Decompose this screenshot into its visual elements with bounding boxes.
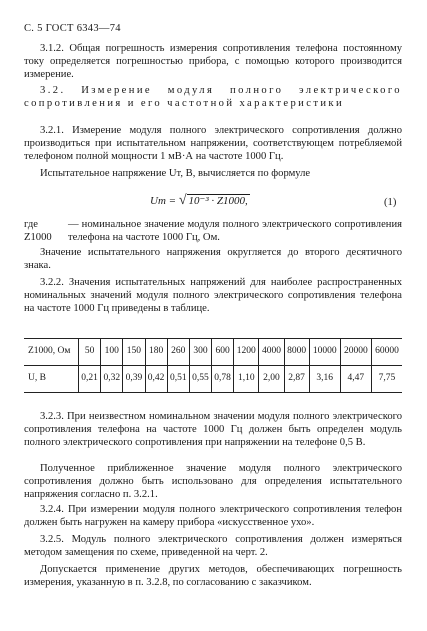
table-cell: 4000 bbox=[259, 339, 284, 366]
table-cell: 100 bbox=[101, 339, 123, 366]
table-cell: 0,39 bbox=[123, 366, 145, 393]
definition-text: — номинальное значение модуля полного электрического сопротивления телефона на частоте 1000 Гц, Ом. bbox=[68, 219, 402, 244]
formula-number: (1) bbox=[384, 197, 397, 208]
paragraph-3-1-2: 3.1.2. Общая погрешность измерения сопротивления телефона постоянному току определяется погрешностью прибора, с помощью которого производится измерение. bbox=[24, 43, 402, 81]
table-cell: 20000 bbox=[340, 339, 371, 366]
section-heading-3-2: 3.2. Измерение модуля полного электрического сопротивления и его частотной характеристики bbox=[24, 85, 402, 110]
formula-radicand: 10⁻³ · Z1000, bbox=[188, 195, 248, 207]
formula-1 bbox=[150, 194, 250, 208]
table-cell: 1,10 bbox=[234, 366, 259, 393]
table-row-label: U, В bbox=[28, 373, 46, 384]
table-cell: 8000 bbox=[284, 339, 309, 366]
paragraph-rounding: Значение испытательного напряжения округляется до второго десятичного знака. bbox=[24, 247, 402, 272]
table-cell: 3,16 bbox=[309, 366, 340, 393]
paragraph-3-2-3: 3.2.3. При неизвестном номинальном значении модуля полного электрического сопротивления телефона на частоте 1000 Гц должен быть определен модуль полного электрического сопротивления при напряжении на телефоне 0,5 В. bbox=[24, 411, 402, 449]
voltage-table bbox=[24, 338, 402, 393]
table-row-voltage bbox=[24, 366, 402, 393]
paragraph-approximate-value: Полученное приближенное значение модуля полного электрического сопротивления должно быть использовано для определения испытательного напряжения согласно п. 3.2.1. bbox=[24, 463, 402, 501]
table-cell: 7,75 bbox=[371, 366, 402, 393]
definition-z1000 bbox=[24, 218, 402, 244]
table-cell: 0,51 bbox=[167, 366, 189, 393]
table-cell: 0,32 bbox=[101, 366, 123, 393]
table-cell: 2,00 bbox=[259, 366, 284, 393]
table-cell: 4,47 bbox=[340, 366, 371, 393]
formula-lhs: Uт bbox=[150, 195, 166, 207]
paragraph-3-2-1: 3.2.1. Измерение модуля полного электрического сопротивления должно производиться при испытательном напряжении, соответствующем потребляемой телефоном полной мощности 1 мВ·А на частоте 1000 Гц. bbox=[24, 125, 402, 163]
paragraph-3-2-5: 3.2.5. Модуль полного электрического сопротивления должен измеряться методом замещения по схеме, приведенной на черт. 2. bbox=[24, 534, 402, 559]
table-cell: 60000 bbox=[371, 339, 402, 366]
table-row-label: Z1000, Ом bbox=[24, 339, 79, 366]
table-cell: 150 bbox=[123, 339, 145, 366]
table-cell: 0,21 bbox=[79, 366, 101, 393]
table-cell: 300 bbox=[189, 339, 211, 366]
square-root-icon: √ bbox=[178, 193, 187, 208]
paragraph-3-2-4: 3.2.4. При измерении модуля полного электрического сопротивления телефон должен быть нагружен на камеру прибора «искусственное ухо». bbox=[24, 504, 402, 529]
table-cell: 260 bbox=[167, 339, 189, 366]
paragraph-other-methods: Допускается применение других методов, обеспечивающих погрешность измерения, указанную в п. 3.2.8, по согласованию с заказчиком. bbox=[24, 564, 402, 589]
table-cell: 1200 bbox=[234, 339, 259, 366]
table-cell: 2,87 bbox=[284, 366, 309, 393]
paragraph-3-2-2: 3.2.2. Значения испытательных напряжений для наиболее распространенных номинальных значений модуля полного электрического сопротивления телефона на частоте 1000 Гц приведены в таблице. bbox=[24, 277, 402, 315]
table-cell: 0,78 bbox=[212, 366, 234, 393]
table-row-impedance bbox=[24, 339, 402, 366]
table-cell: 600 bbox=[212, 339, 234, 366]
table-cell: 0,42 bbox=[145, 366, 167, 393]
table-cell: 180 bbox=[145, 339, 167, 366]
page-header: С. 5 ГОСТ 6343—74 bbox=[24, 23, 121, 34]
table-cell: 10000 bbox=[309, 339, 340, 366]
table-cell: 0,55 bbox=[189, 366, 211, 393]
paragraph-test-voltage: Испытательное напряжение Uт, В, вычисляется по формуле bbox=[40, 168, 311, 179]
table-cell: 50 bbox=[79, 339, 101, 366]
definition-term: где Z1000 bbox=[24, 219, 52, 244]
formula-equals: = bbox=[165, 195, 179, 207]
